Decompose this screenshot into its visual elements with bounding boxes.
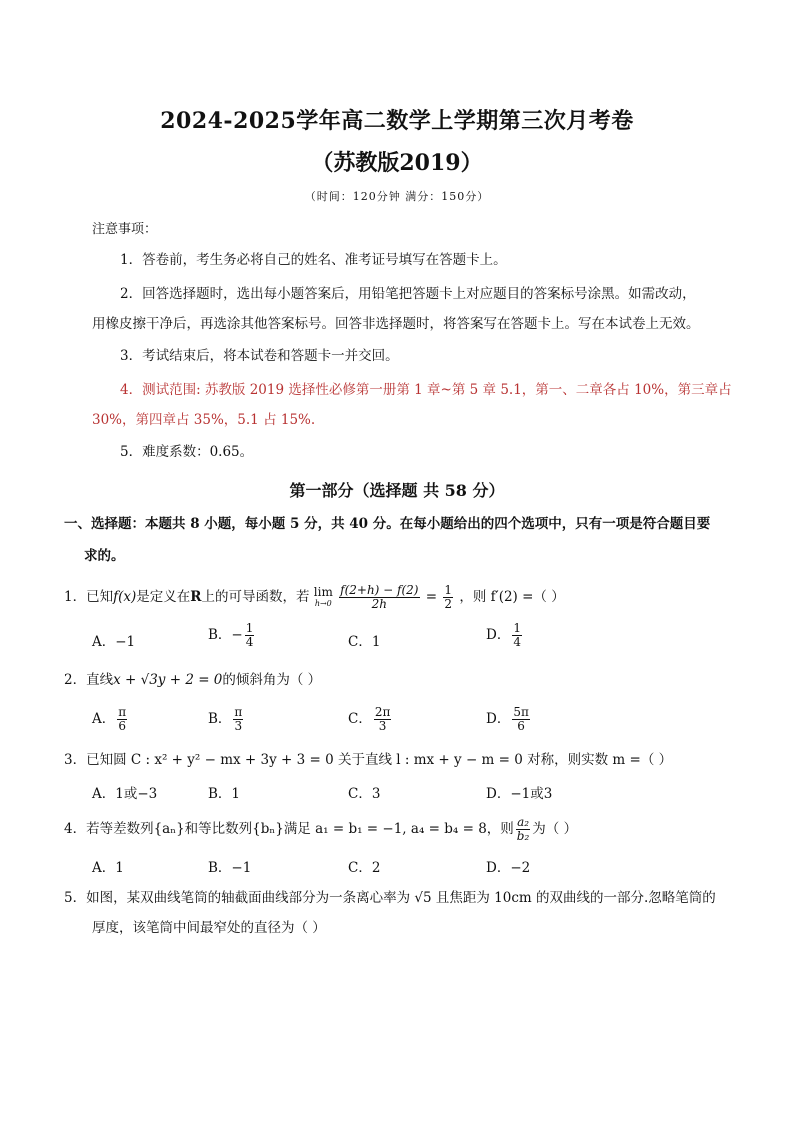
section-title: 第一部分（选择题 共 58 分） — [289, 481, 505, 500]
q2-option-c-num: 2π — [374, 705, 391, 719]
q3-option-b: B．1 — [208, 786, 241, 802]
q1-option-b-label: B．− — [208, 627, 243, 643]
q1-option-d-den: 4 — [513, 635, 521, 649]
q2-expr: x + √3y + 2 = 0 — [113, 672, 223, 688]
exam-time-info: （时间：120分钟 满分：150分） — [304, 190, 490, 203]
q3-option-a: A．1或−3 — [92, 786, 158, 802]
section-intro-line-1: 一、选择题：本题共 8 小题，每小题 5 分，共 40 分。在每小题给出的四个选项中，只有一项是符合题目要 — [64, 516, 711, 532]
q1-mid2: 上的可导函数，若 — [201, 589, 310, 605]
q2-option-b-label: B． — [208, 711, 232, 727]
q1-option-b-frac — [245, 622, 255, 649]
q4-prefix: 4．若等差数列{aₙ}和等比数列{bₙ}满足 a₁ = b₁ = −1, a₄ = b₄ = 8，则 — [64, 821, 514, 837]
q1-option-b — [208, 622, 256, 649]
q2-option-c-label: C． — [348, 711, 372, 727]
q1-option-c: C．1 — [348, 634, 381, 650]
exam-title: 2024-2025学年高二数学上学期第三次月考卷 — [160, 108, 634, 134]
q4-frac-num: a₂ — [517, 815, 530, 829]
q2-option-c — [348, 706, 393, 733]
q2-option-a-den: 6 — [118, 719, 127, 733]
q1-option-d-frac — [512, 622, 522, 649]
note-item-4-line-1: 4．测试范围: 苏教版 2019 选择性必修第一册第 1 章~第 5 章 5.1，第一、二章各占 10%，第三章占 — [120, 382, 732, 398]
q1-half — [443, 584, 453, 611]
q2-option-d-num: 5π — [513, 705, 529, 719]
q1-option-d — [486, 622, 524, 649]
q4-option-d: D．−2 — [486, 860, 531, 876]
q4-option-b: B．−1 — [208, 860, 252, 876]
q3-option-c: C．3 — [348, 786, 381, 802]
section-intro-line-2: 求的。 — [84, 548, 125, 564]
q1-mid: 是定义在 — [136, 589, 191, 605]
q4-tail: 为（ ） — [532, 821, 578, 837]
q4-fraction — [516, 816, 531, 843]
note-item-2-line-1: 2．回答选择题时，选出每小题答案后，用铅笔把答题卡上对应题目的答案标号涂黑。如需改动， — [120, 286, 696, 302]
q1-R: R — [190, 589, 202, 605]
note-item-1: 1．答卷前，考生务必将自己的姓名、准考证号填写在答题卡上。 — [120, 252, 507, 268]
q1-option-b-den: 4 — [245, 635, 254, 649]
note-item-2-line-2: 用橡皮擦干净后，再选涂其他答案标号。回答非选择题时，将答案写在答题卡上。写在本试卷上无效。 — [92, 316, 700, 332]
q1-option-d-label: D． — [486, 627, 511, 643]
q2-option-c-frac — [374, 706, 392, 733]
q3-option-d: D．−1或3 — [486, 786, 553, 802]
q1-prefix: 1．已知 — [64, 589, 114, 605]
q1-fx: f(x) — [113, 589, 137, 605]
q2-option-a-num: π — [118, 705, 127, 719]
note-item-3: 3．考试结束后，将本试卷和答题卡一并交回。 — [120, 348, 399, 364]
q1-option-d-num: 1 — [513, 621, 521, 635]
q2-option-d-frac — [512, 706, 530, 733]
q2-option-b-frac — [233, 706, 243, 733]
q2-option-b — [208, 706, 245, 733]
q1-eq: = — [425, 589, 438, 605]
question-4 — [64, 816, 577, 843]
q1-option-a: A．−1 — [92, 634, 136, 650]
q1-lim-sub: h→0 — [314, 598, 332, 608]
q2-option-d-den: 6 — [517, 719, 525, 733]
question-3: 3．已知圆 C : x² + y² − mx + 3y + 3 = 0 关于直线 l : mx + y − m = 0 对称，则实数 m =（ ） — [64, 752, 673, 768]
q1-limit — [314, 586, 333, 610]
q1-half-den: 2 — [444, 597, 453, 611]
q2-option-b-num: π — [234, 705, 243, 719]
q1-fraction — [339, 584, 419, 611]
q2-tail: 的倾斜角为（ ） — [222, 672, 322, 688]
q2-option-c-den: 3 — [378, 719, 387, 733]
question-2 — [64, 670, 321, 690]
q2-option-d — [486, 706, 532, 733]
q1-lim-word: lim — [313, 584, 333, 599]
q4-option-c: C．2 — [348, 860, 381, 876]
note-item-5: 5．难度系数：0.65。 — [120, 444, 254, 460]
notes-heading: 注意事项： — [92, 222, 158, 237]
q2-option-d-label: D． — [486, 711, 511, 727]
q1-half-num: 1 — [444, 583, 453, 597]
question-5-line-1: 5．如图，某双曲线笔筒的轴截面曲线部分为一条离心率为 √5 且焦距为 10cm 的双曲线的一部分.忽略笔筒的 — [64, 890, 716, 906]
q4-frac-den: b₂ — [516, 829, 530, 843]
q1-frac-num: f(2+h) − f(2) — [340, 583, 419, 597]
q2-option-b-den: 3 — [234, 719, 243, 733]
exam-subtitle: （苏教版2019） — [311, 150, 483, 176]
q2-option-a-label: A． — [92, 711, 116, 727]
q2-option-a-frac — [117, 706, 127, 733]
q4-option-a: A．1 — [92, 860, 124, 876]
question-5-line-2: 厚度，该笔筒中间最窄处的直径为（ ） — [92, 920, 326, 936]
q1-frac-den: 2h — [371, 597, 387, 611]
q2-prefix: 2．直线 — [64, 672, 114, 688]
note-item-4-line-2: 30%，第四章占 35%，5.1 占 15%. — [92, 412, 316, 428]
q1-option-b-num: 1 — [245, 621, 254, 635]
q2-option-a — [92, 706, 129, 733]
q1-tail: ，则 f′(2) =（ ） — [459, 589, 565, 605]
question-1 — [64, 584, 565, 611]
